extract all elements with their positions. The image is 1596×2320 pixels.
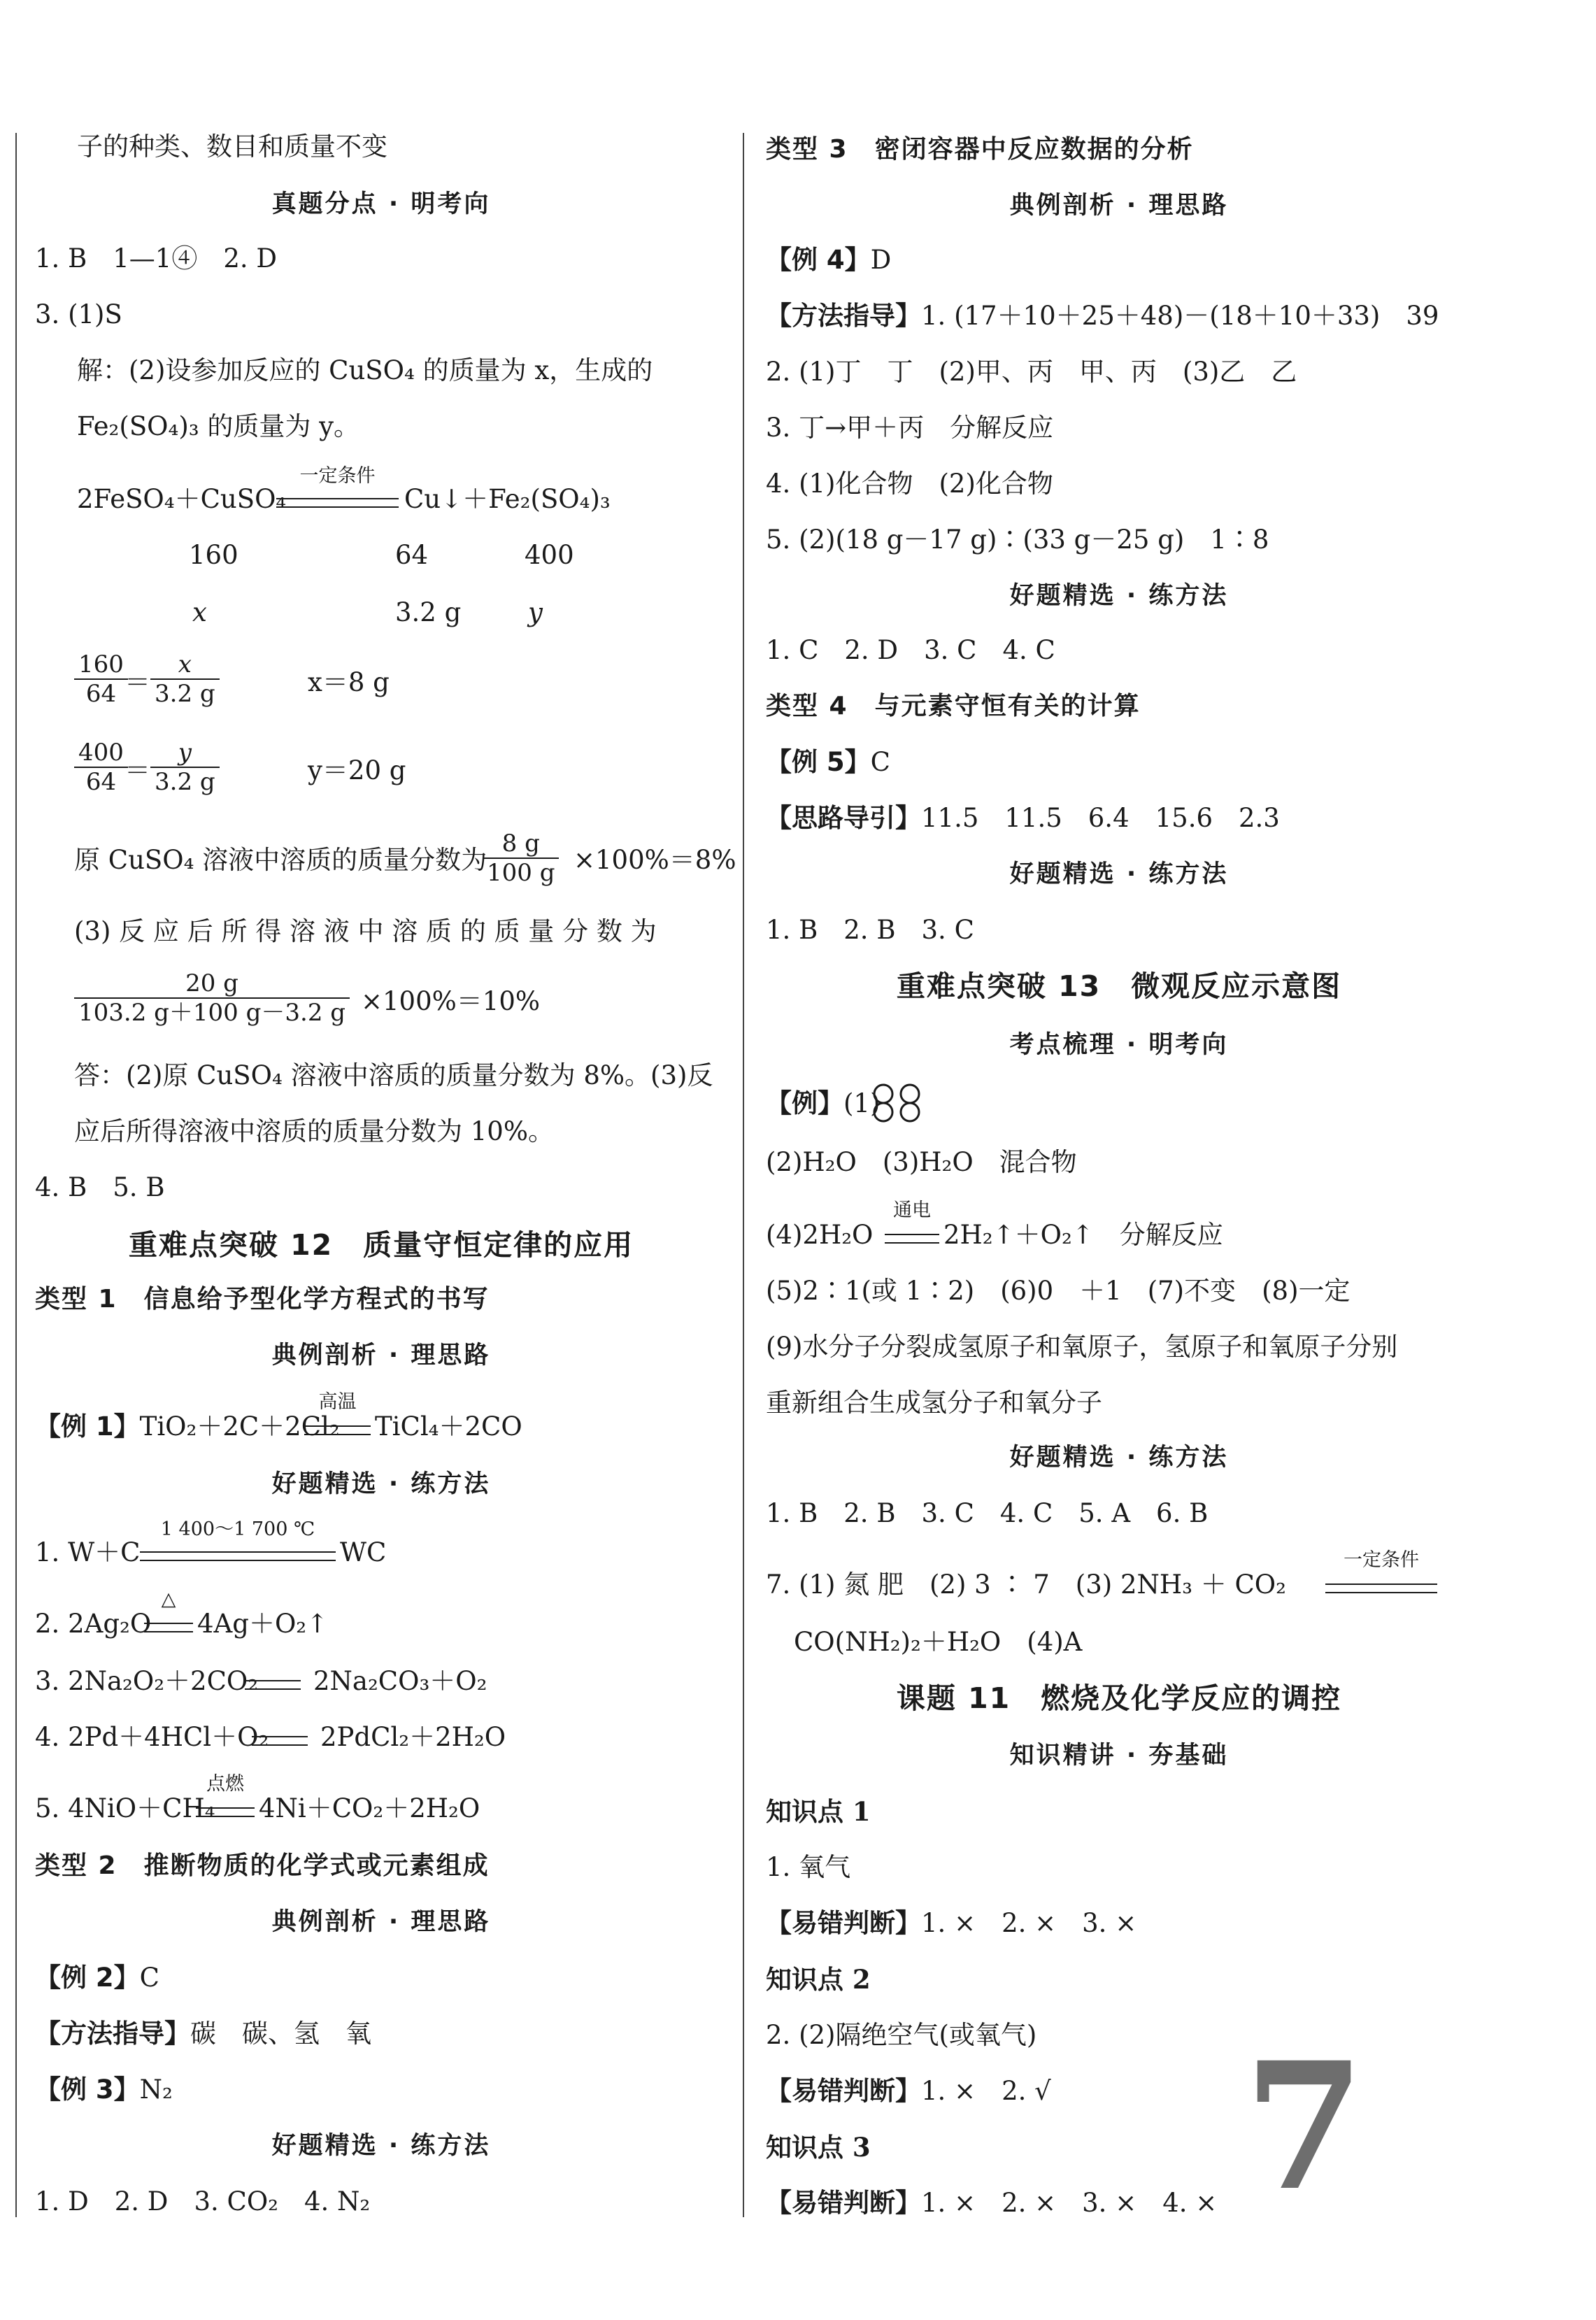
percentage-result: ×100%＝10% xyxy=(361,986,541,1016)
equation-equals xyxy=(304,1425,371,1435)
solution-line: (3) 反 应 后 所 得 溶 液 中 溶 质 的 质 量 分 数 为 xyxy=(74,916,657,946)
result-value: y＝20 g xyxy=(308,755,406,785)
equation-products: 4Ag＋O₂↑ xyxy=(197,1609,329,1639)
knowledge-point-heading: 知识点 1 xyxy=(766,1796,871,1827)
variable: x xyxy=(192,597,207,627)
reaction-condition: 高温 xyxy=(318,1391,357,1413)
answer-line: (5)2∶1(或 1∶2) (6)0 ＋1 (7)不变 (8)一定 xyxy=(766,1276,1351,1306)
answer-line: 答：(2)原 CuSO₄ 溶液中溶质的质量分数为 8%。(3)反 xyxy=(74,1060,713,1090)
percentage-result: ×100%＝8% xyxy=(573,845,736,875)
equation-equals xyxy=(196,1807,255,1817)
equation-equals xyxy=(252,1736,308,1746)
ratio-fraction: 160 64 xyxy=(74,650,128,708)
type-heading: 类型 3 密闭容器中反应数据的分析 xyxy=(766,135,1194,164)
column-divider xyxy=(743,133,744,2217)
equation-products: 2H₂↑＋O₂↑ 分解反应 xyxy=(943,1220,1223,1250)
equation-products: TiCl₄＋2CO xyxy=(375,1411,522,1442)
equation-equals xyxy=(1325,1584,1437,1593)
result-value: x＝8 g xyxy=(308,667,390,697)
equation-equals xyxy=(144,1623,193,1632)
section-heading: 重难点突破 13 微观反应示意图 xyxy=(896,969,1342,1003)
knowledge-point-heading: 知识点 2 xyxy=(766,1964,871,1995)
answer-line: 4. (1)化合物 (2)化合物 xyxy=(766,469,1053,499)
equation-reactants: (4)2H₂O xyxy=(766,1220,874,1250)
answer-line: 5. (2)(18 g－17 g)∶(33 g－25 g) 1∶8 xyxy=(766,525,1269,555)
section-subheading: 好题精选 · 练方法 xyxy=(1009,1444,1229,1472)
equation-equals xyxy=(885,1234,939,1244)
knowledge-point-heading: 知识点 3 xyxy=(766,2132,871,2163)
method-guide-line: 【方法指导】碳 碳、氢 氧 xyxy=(35,2019,371,2049)
equation-products: Cu↓＋Fe₂(SO₄)₃ xyxy=(404,484,611,514)
percentage-fraction: 20 g 103.2 g＋100 g－3.2 g xyxy=(74,969,350,1027)
answer-line: 3. 丁→甲＋丙 分解反应 xyxy=(766,413,1054,443)
given-mass: 3.2 g xyxy=(395,597,462,627)
equation-reactants: 2. 2Ag₂O xyxy=(35,1609,152,1639)
equation-products: 2Na₂CO₃＋O₂ xyxy=(313,1666,487,1696)
reaction-condition: 一定条件 xyxy=(1344,1549,1419,1571)
section-subheading: 典例剖析 · 理思路 xyxy=(271,1908,491,1936)
example-line: 【例 4】D xyxy=(766,245,892,275)
page-number: 7 xyxy=(1244,2023,1365,2229)
example-line: 【例 5】C xyxy=(766,747,890,777)
type-heading: 类型 2 推断物质的化学式或元素组成 xyxy=(35,1851,490,1880)
answer-line: 2. (1)丁 丁 (2)甲、丙 甲、丙 (3)乙 乙 xyxy=(766,357,1297,387)
ratio-fraction: x 3.2 g xyxy=(150,650,220,708)
answer-line: 1. D 2. D 3. CO₂ 4. N₂ xyxy=(35,2186,371,2216)
answer-line: CO(NH₂)₂＋H₂O (4)A xyxy=(794,1627,1083,1657)
answer-line: 应后所得溶液中溶质的质量分数为 10%。 xyxy=(74,1116,554,1146)
answer-line: 1. 氧气 xyxy=(766,1852,851,1882)
reaction-condition: △ xyxy=(161,1588,176,1610)
error-judgement-line: 【易错判断】1. × 2. × 3. × 4. × xyxy=(766,2188,1218,2218)
error-judgement-line: 【易错判断】1. × 2. × 3. × xyxy=(766,1908,1137,1938)
section-subheading: 好题精选 · 练方法 xyxy=(271,2132,491,2160)
left-margin-rule xyxy=(15,133,17,2217)
answer-line: 7. (1) 氮 肥 (2) 3 ∶ 7 (3) 2NH₃ ＋ CO₂ xyxy=(766,1570,1286,1600)
section-subheading: 好题精选 · 练方法 xyxy=(271,1470,491,1498)
answer-line: (9)水分子分裂成氢原子和氧原子，氢原子和氧原子分别 xyxy=(766,1332,1398,1362)
answer-line: 1. B 1—1④ 2. D xyxy=(35,243,278,273)
equals-sign: ＝ xyxy=(124,667,150,697)
solution-line: 解：(2)设参加反应的 CuSO₄ 的质量为 x，生成的 xyxy=(77,355,653,385)
equation-reactants: 1. W＋C xyxy=(35,1537,141,1567)
method-guide-line: 【方法指导】1. (17＋10＋25＋48)－(18＋10＋33) 39 xyxy=(766,301,1439,331)
section-heading: 重难点突破 12 质量守恒定律的应用 xyxy=(128,1228,634,1262)
answer-line: 3. (1)S xyxy=(35,299,122,329)
section-subheading: 考点梳理 · 明考向 xyxy=(1009,1031,1229,1059)
error-judgement-line: 【易错判断】1. × 2. √ xyxy=(766,2076,1051,2106)
section-heading: 课题 11 燃烧及化学反应的调控 xyxy=(896,1681,1342,1715)
type-heading: 类型 4 与元素守恒有关的计算 xyxy=(766,692,1141,720)
answer-line: (2)H₂O (3)H₂O 混合物 xyxy=(766,1147,1077,1177)
equals-sign: ＝ xyxy=(124,755,150,785)
equation-reactants: 3. 2Na₂O₂＋2CO₂ xyxy=(35,1666,259,1696)
equation-reactants: 5. 4NiO＋CH₄ xyxy=(35,1793,215,1823)
molar-mass: 160 xyxy=(189,540,238,570)
ratio-fraction: y 3.2 g xyxy=(150,739,220,796)
equation-equals xyxy=(245,1680,301,1690)
hydrogen-molecule-icon xyxy=(869,1081,925,1126)
answer-line: 4. B 5. B xyxy=(35,1172,165,1202)
equation-products: WC xyxy=(340,1537,387,1567)
reaction-condition: 一定条件 xyxy=(299,465,376,487)
solution-line: 原 CuSO₄ 溶液中溶质的质量分数为 xyxy=(74,845,487,875)
variable: y xyxy=(528,597,543,627)
molar-mass: 64 xyxy=(395,540,429,570)
section-subheading: 真题分点 · 明考向 xyxy=(271,190,491,218)
answer-line: 1. B 2. B 3. C 4. C 5. A 6. B xyxy=(766,1498,1209,1528)
equation-reactants: 4. 2Pd＋4HCl＋O₂ xyxy=(35,1722,269,1752)
example-line: 【例 2】C xyxy=(35,1963,159,1993)
equation-reactants: 2FeSO₄＋CuSO₄ xyxy=(77,484,287,514)
example-line: 【例 1】TiO₂＋2C＋2Cl₂ xyxy=(35,1411,340,1442)
type-heading: 类型 1 信息给予型化学方程式的书写 xyxy=(35,1285,490,1314)
reaction-condition: 点燃 xyxy=(206,1773,244,1795)
percentage-fraction: 8 g 100 g xyxy=(483,830,559,887)
equation-equals xyxy=(140,1551,336,1561)
example-line: 【例】(1) xyxy=(766,1088,881,1118)
equation-equals xyxy=(276,498,399,508)
example-line: 【例 3】N₂ xyxy=(35,2075,173,2105)
answer-line: 2. (2)隔绝空气(或氧气) xyxy=(766,2020,1037,2050)
equation-products: 4Ni＋CO₂＋2H₂O xyxy=(259,1793,480,1823)
thinking-guide-line: 【思路导引】11.5 11.5 6.4 15.6 2.3 xyxy=(766,803,1280,833)
ratio-fraction: 400 64 xyxy=(74,739,128,796)
solution-line: Fe₂(SO₄)₃ 的质量为 y。 xyxy=(77,411,360,441)
section-subheading: 好题精选 · 练方法 xyxy=(1009,860,1229,888)
section-subheading: 典例剖析 · 理思路 xyxy=(271,1342,491,1369)
reaction-condition: 通电 xyxy=(893,1200,931,1221)
answer-line: 1. C 2. D 3. C 4. C xyxy=(766,635,1055,665)
section-subheading: 典例剖析 · 理思路 xyxy=(1009,192,1229,220)
molar-mass: 400 xyxy=(525,540,574,570)
text-line: 子的种类、数目和质量不变 xyxy=(77,131,387,162)
answer-line: 重新组合生成氢分子和氧分子 xyxy=(766,1388,1102,1418)
reaction-condition: 1 400～1 700 ℃ xyxy=(160,1518,315,1540)
section-subheading: 知识精讲 · 夯基础 xyxy=(1009,1742,1229,1770)
answer-line: 1. B 2. B 3. C xyxy=(766,915,974,945)
section-subheading: 好题精选 · 练方法 xyxy=(1009,582,1229,610)
equation-products: 2PdCl₂＋2H₂O xyxy=(320,1722,506,1752)
